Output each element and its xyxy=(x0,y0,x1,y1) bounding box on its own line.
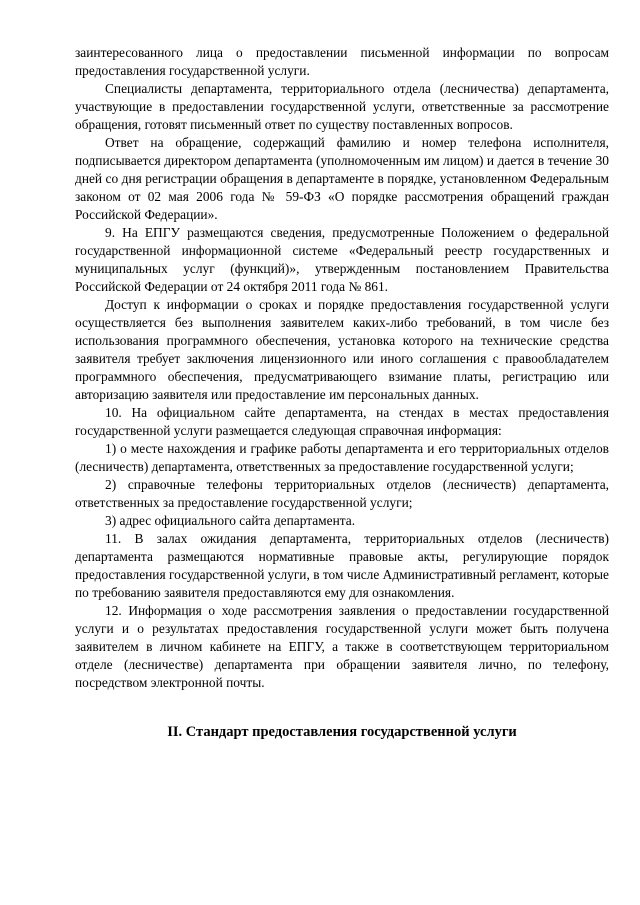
list-item-3: 3) адрес официального сайта департамента. xyxy=(105,513,356,528)
paragraph-response: Ответ на обращение, содержащий фамилию и номер телефона исполнителя, подписывается директором департамента (уполномоченным им лицом) и дается в течение 30 дней со дня регистрации обращения в департаменте в порядке, установленном Федеральным законом от 02 мая 2006 года № 59-ФЗ «О порядке рассмотрения обращений граждан Российской Федерации». xyxy=(75,135,609,222)
section-heading: II. Стандарт предоставления государственной услуги xyxy=(167,724,517,740)
list-item-1: 1) о месте нахождения и графике работы департамента и его территориальных отделов (лесничеств) департамента, ответственных за предоставление государственной услуги; xyxy=(75,441,609,474)
document-page xyxy=(75,44,609,742)
paragraph-item-9: 9. На ЕПГУ размещаются сведения, предусмотренные Положением о федеральной государственной информационной системе «Федеральный реестр государственных и муниципальных услуг (функций)», утвержденным постановлением Правительства Российской Федерации от 24 октября 2011 года № 861. xyxy=(75,225,609,294)
list-item-2: 2) справочные телефоны территориальных отделов (лесничеств) департамента, ответственных за предоставление государственной услуги; xyxy=(75,477,609,510)
paragraph-continuation: заинтересованного лица о предоставлении письменной информации по вопросам предоставления государственной услуги. xyxy=(75,45,609,78)
paragraph-item-11: 11. В залах ожидания департамента, территориальных отделов (лесничеств) департамента размещаются нормативные правовые акты, регулирующие порядок предоставления государственной услуги, в том числе Административный регламент, которые по требованию заявителя предоставляются ему для ознакомления. xyxy=(75,531,609,600)
paragraph-item-12: 12. Информация о ходе рассмотрения заявления о предоставлении государственной услуги и о результатах предоставления государственной услуги может быть получена заявителем в личном кабинете на ЕПГУ, а также в соответствующем территориальном отделе (лесничестве) департамента при обращении заявителя лично, по телефону, посредством электронной почты. xyxy=(75,603,609,690)
paragraph-access: Доступ к информации о сроках и порядке предоставления государственной услуги осуществляется без выполнения заявителем каких-либо требований, в том числе без использования программного обеспечения, установка которого на технические средства заявителя требует заключения лицензионного или иного соглашения с правообладателем программного обеспечения, предусматривающего взимание платы, регистрацию или авторизацию заявителя или предоставление им персональных данных. xyxy=(75,297,609,402)
paragraph-specialists: Специалисты департамента, территориального отдела (лесничества) департамента, участвующие в предоставлении государственной услуги, ответственные за рассмотрение обращения, готовят письменный ответ по существу поставленных вопросов. xyxy=(75,81,609,132)
paragraph-item-10: 10. На официальном сайте департамента, на стендах в местах предоставления государственной услуги размещается следующая справочная информация: xyxy=(75,405,609,438)
